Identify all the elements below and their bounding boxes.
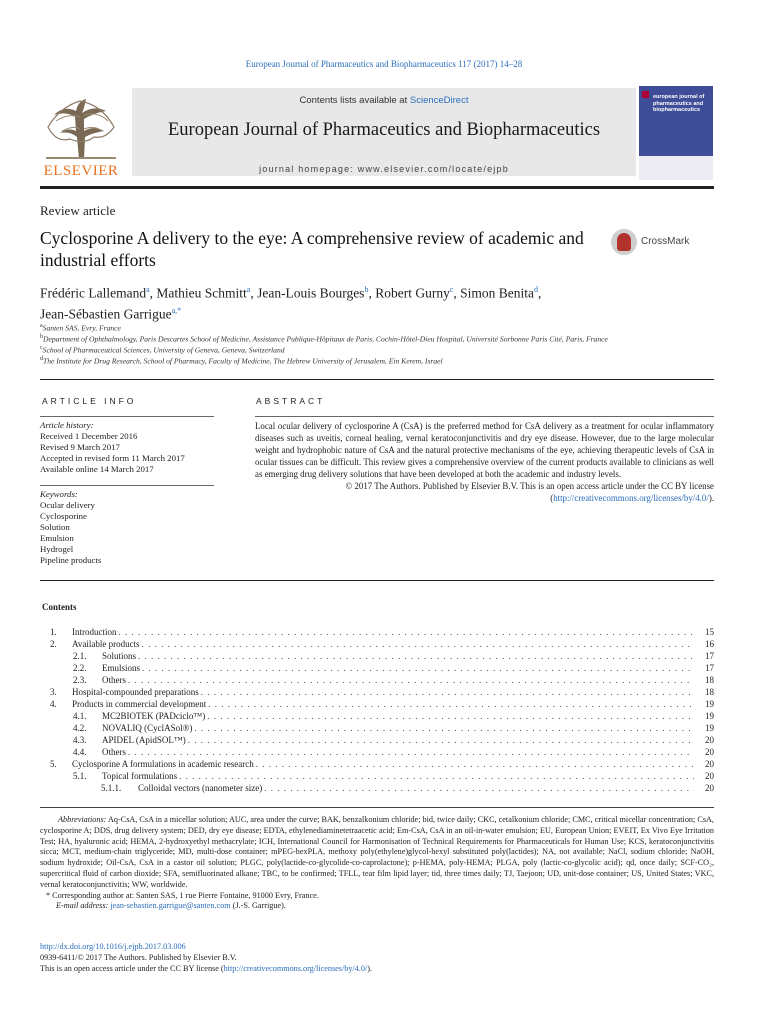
history-item: Revised 9 March 2017 [40,442,120,452]
toc-label[interactable]: Available products [72,639,140,649]
toc-entry[interactable] [40,758,714,770]
abstract-heading: ABSTRACT [256,396,326,406]
toc-entry[interactable] [40,626,714,638]
author-name[interactable]: Jean-Louis Bourges [257,285,365,301]
toc-entry[interactable] [40,638,714,650]
toc-page-number: 20 [705,735,714,745]
toc-entry[interactable] [40,650,714,662]
journal-header [40,84,714,182]
author-affil-mark[interactable]: b [364,285,369,294]
author-affil-mark[interactable]: a [246,285,251,294]
homepage-prefix: journal homepage: [259,164,358,174]
journal-title: European Journal of Pharmaceutics and Biopharmaceutics [167,120,601,140]
toc-page-number: 19 [705,723,714,733]
article-info-heading: ARTICLE INFO [42,396,137,406]
journal-banner [132,88,636,176]
toc-number: 4.3. [73,735,87,745]
email-suffix: (J.-S. Garrigue). [230,901,286,911]
affiliation [40,345,730,355]
toc-label[interactable]: Others [102,747,126,757]
toc-label[interactable]: Products in commercial development [72,699,207,709]
toc-entry[interactable] [40,746,714,758]
toc-label[interactable]: Others [102,675,126,685]
sciencedirect-link[interactable]: ScienceDirect [409,95,469,106]
toc-number: 4.2. [73,723,87,733]
homepage-link[interactable]: www.elsevier.com/locate/ejpb [357,164,509,174]
history-label: Article history: [40,420,94,430]
toc-leader-dots [128,746,694,758]
keywords-label: Keywords: [40,489,78,499]
article-history [40,420,214,475]
toc-page-number: 20 [705,771,714,781]
toc-number: 5.1.1. [101,783,122,793]
affiliation-mark: a [40,323,43,329]
toc-entry[interactable] [40,722,714,734]
toc-page-number: 20 [705,759,714,769]
history-item: Available online 14 March 2017 [40,464,154,474]
article-title: Cyclosporine A delivery to the eye: A comprehensive review of academic and industrial efforts [40,228,584,270]
toc-number: 5.1. [73,771,87,781]
toc-leader-dots [201,686,694,698]
toc-page-number: 18 [705,687,714,697]
affiliation-text: The Institute for Drug Research, School of Pharmacy, Faculty of Medicine, The Hebrew University of Jerusalem, Ein Kerem, Israel [43,356,443,366]
article-type: Review article [40,203,116,218]
contents-availability [132,95,636,106]
affiliation-mark: b [40,334,43,340]
cover-title: european journal of pharmaceutics and biopharmaceutics [653,94,705,113]
toc-entry[interactable] [40,686,714,698]
toc-entry[interactable] [40,698,714,710]
open-access-suffix: ). [367,964,372,973]
author-name[interactable]: Jean-Sébastien Garrigue [40,306,172,321]
toc-page-number: 20 [705,783,714,793]
contents-prefix: Contents lists available at [299,95,410,106]
section-divider [40,379,714,380]
cover-strip [639,156,713,180]
author-name[interactable]: Robert Gurny [375,285,450,301]
toc-leader-dots [256,758,694,770]
abbreviations-text: Aq-CsA, CsA in a micellar solution; AUC, area under the curve; BAK, benzalkonium chloride; bid, twice daily; CKC, cetalkonium chloride; CMC, critical micellar concentration; CsA, cyclosporine A; DDS, drug delivery system; DED, dry eye disease; EDTA, ethylenediaminetetraacetic acid; Em-CsA, CsA in an oil-in-water emulsion; EU, European Union; EVEIT, Ex Vivo Eye Irritation Test; HA, hyaluronic acid; HEMA, 2-hydroxyethyl methacrylate; ICH, International Council for Harmonisation of Technical Requirements for Pharmaceuticals for Human Use; KCS, keratoconjunctivitis sicca; MCT, medium-chain triglyceride; MD, multi-dose container; mPEG-hexPLA, methoxy poly(ethylene)glycol-hexyl substituted poly(lactides); NA, not available; NaCl, sodium chloride; NaOH, sodium hydroxide; Oil-CsA, CsA in a castor oil solution; PLGC, poly(lactide-co-glycolide-co-caprolactone); p-HEMA, poly-HEMA; PLGA, poly (lactic-co-glycolic acid); qd, once daily; SCF-CO₂, supercritical fluid of carbon dioxide; SFA, semifluorinated alkane; TBC, to be confirmed; TFLL, tear film lipid layer; tid, three times daily; TJ, Taejoon; UD, unit-dose container; US, United States; VKC, vernal keratoconjunctivitis; WW, worldwide. [40,815,714,889]
author-name[interactable]: Frédéric Lallemand [40,285,147,301]
toc-entry[interactable] [40,674,714,686]
header-divider [40,186,714,189]
copyright-text: © 2017 The Authors. Published by Elsevier B.V. This is an open access article under the CC BY license ( [345,481,714,503]
toc-leader-dots [207,710,694,722]
toc-leader-dots [194,722,694,734]
email-link[interactable]: jean-sebastien.garrigue@santen.com [110,901,231,911]
toc-entry[interactable] [40,734,714,746]
toc-leader-dots [138,650,694,662]
affiliation-text: School of Pharmaceutical Sciences, University of Geneva, Geneva, Switzerland [42,345,285,355]
toc-leader-dots [142,662,694,674]
email-label: E-mail address: [56,901,109,911]
article-info-divider [40,416,214,417]
abbreviations-label: Abbreviations: [58,815,107,824]
publication-info [40,941,714,974]
toc-leader-dots [188,734,694,746]
toc-number: 2. [50,639,57,649]
toc-label[interactable]: Emulsions [102,663,141,673]
toc-leader-dots [208,698,694,710]
abbreviations [40,815,714,891]
affiliation-mark: d [40,356,43,362]
toc-entry[interactable] [40,782,714,794]
abstract-paragraph: Local ocular delivery of cyclosporine A (CsA) is the preferred method for CsA delivery as a treatment for ocular inflammatory diseases such as uveitis, corneal healing, vernal keratoconjunctivitis and dry eye disease. However, due to the large molecular weight and hydrophobic nature of CsA and the natural protective mechanisms of the eye, achieving therapeutic levels of CsA in ocular tissues can be difficult. This review gives a comprehensive overview of the current products available to clinicians as well as emerging drug delivery solutions that have been developed at both the academic and industry levels. [255,421,714,479]
toc-page-number: 20 [705,747,714,757]
contents-heading: Contents [42,602,77,612]
toc-entry[interactable] [40,710,714,722]
copyright-end: ). [708,493,714,503]
abstract-copyright [255,480,714,504]
toc-label[interactable]: Topical formulations [102,771,178,781]
history-item: Received 1 December 2016 [40,431,138,441]
footnote-divider [40,807,714,808]
open-access-link[interactable]: http://creativecommons.org/licenses/by/4.0/ [223,964,368,973]
toc-page-number: 18 [705,675,714,685]
cover-logo-icon [642,91,649,98]
keyword-item: Hydrogel [40,544,74,554]
toc-number: 5. [50,759,57,769]
toc-leader-dots [142,638,694,650]
keyword-item: Cyclosporine [40,511,87,521]
toc-page-number: 16 [705,639,714,649]
license-link[interactable]: http://creativecommons.org/licenses/by/4.0/ [553,493,709,503]
corresponding-author: * Corresponding author at: Santen SAS, 1 rue Pierre Fontaine, 91000 Evry, France. [46,890,319,900]
elsevier-wordmark: ELSEVIER [43,163,119,179]
toc-label[interactable]: NOVALIQ (CyclASol®) [102,723,193,733]
keywords [40,489,214,566]
toc-number: 2.3. [73,675,87,685]
toc-number: 4.4. [73,747,87,757]
author-name[interactable]: Mathieu Schmitt [156,285,247,301]
author-affil-mark[interactable]: a,* [171,305,182,315]
author-list: Frédéric Lallemand$^a$, Mathieu Schmitt$^a$, Jean-Louis Bourges$^b$, Robert Gurny$^c$, Simon Benita$^d$, Jean-Sébastien Garrigue$^{a,*}$ [40,285,542,321]
toc-leader-dots [179,770,694,782]
affiliation [40,334,730,344]
affiliation [40,323,730,333]
toc-number: 1. [50,627,57,637]
issn-line: 0939-6411/© 2017 The Authors. Published by Elsevier B.V. [40,953,237,962]
history-item: Accepted in revised form 11 March 2017 [40,453,185,463]
journal-citation[interactable]: European Journal of Pharmaceutics and Biopharmaceutics 117 (2017) 14–28 [245,59,523,69]
crossmark-label: CrossMark [641,236,690,247]
toc-leader-dots [264,782,694,794]
abstract-divider [255,416,714,417]
toc-entry[interactable] [40,662,714,674]
email-line [40,901,714,912]
elsevier-logo[interactable] [40,87,122,179]
crossmark-icon [611,229,637,255]
author-affil-mark[interactable]: c [449,285,454,294]
author-name[interactable]: Simon Benita [460,285,535,301]
keywords-divider [40,485,214,486]
journal-homepage [132,164,636,174]
toc-leader-dots [128,674,694,686]
keyword-item: Ocular delivery [40,500,95,510]
toc-label[interactable]: Introduction [72,627,117,637]
toc-entry[interactable] [40,770,714,782]
toc-leader-dots [119,626,695,638]
toc-page-number: 17 [705,651,714,661]
keyword-item: Emulsion [40,533,74,543]
toc-page-number: 15 [705,627,714,637]
affiliation [40,356,730,366]
affiliation-text: Santen SAS, Evry, France [42,323,121,333]
author-affil-mark[interactable]: a [146,285,150,294]
footnotes [40,815,714,912]
table-of-contents [40,626,714,794]
toc-page-number: 17 [705,663,714,673]
affiliation-mark: c [40,345,43,351]
toc-number: 2.2. [73,663,87,673]
toc-number: 3. [50,687,57,697]
doi-link[interactable]: http://dx.doi.org/10.1016/j.ejpb.2017.03.006 [40,942,186,951]
open-access-line [40,963,714,974]
toc-label[interactable]: APIDEL (ApidSOL™) [102,735,186,745]
toc-number: 2.1. [73,651,87,661]
section-divider [40,580,714,581]
toc-label[interactable]: Colloidal vectors (nanometer size) [138,783,263,793]
keyword-item: Pipeline products [40,555,102,565]
abstract-body [255,420,714,504]
toc-page-number: 19 [705,711,714,721]
open-access-prefix: This is an open access article under the CC BY license ( [40,964,224,973]
affiliation-text: Department of Ophthalmology, Paris Descartes School of Medicine, Assistance Publique-Hôpitaux de Paris, Cochin-Hôtel-Dieu Hospital, Université Sorbonne Paris Cité, Paris, France [43,334,608,344]
toc-number: 4.1. [73,711,87,721]
crossmark-button[interactable] [611,229,711,257]
journal-cover-thumbnail[interactable] [639,86,713,180]
toc-label[interactable]: Hospital-compounded preparations [72,687,199,697]
toc-label[interactable]: Solutions [102,651,137,661]
toc-label[interactable]: Cyclosporine A formulations in academic research [72,759,254,769]
toc-page-number: 19 [705,699,714,709]
toc-number: 4. [50,699,57,709]
keyword-item: Solution [40,522,70,532]
author-affil-mark[interactable]: d [534,285,539,294]
toc-label[interactable]: MC2BIOTEK (PADciclo™) [102,711,206,721]
